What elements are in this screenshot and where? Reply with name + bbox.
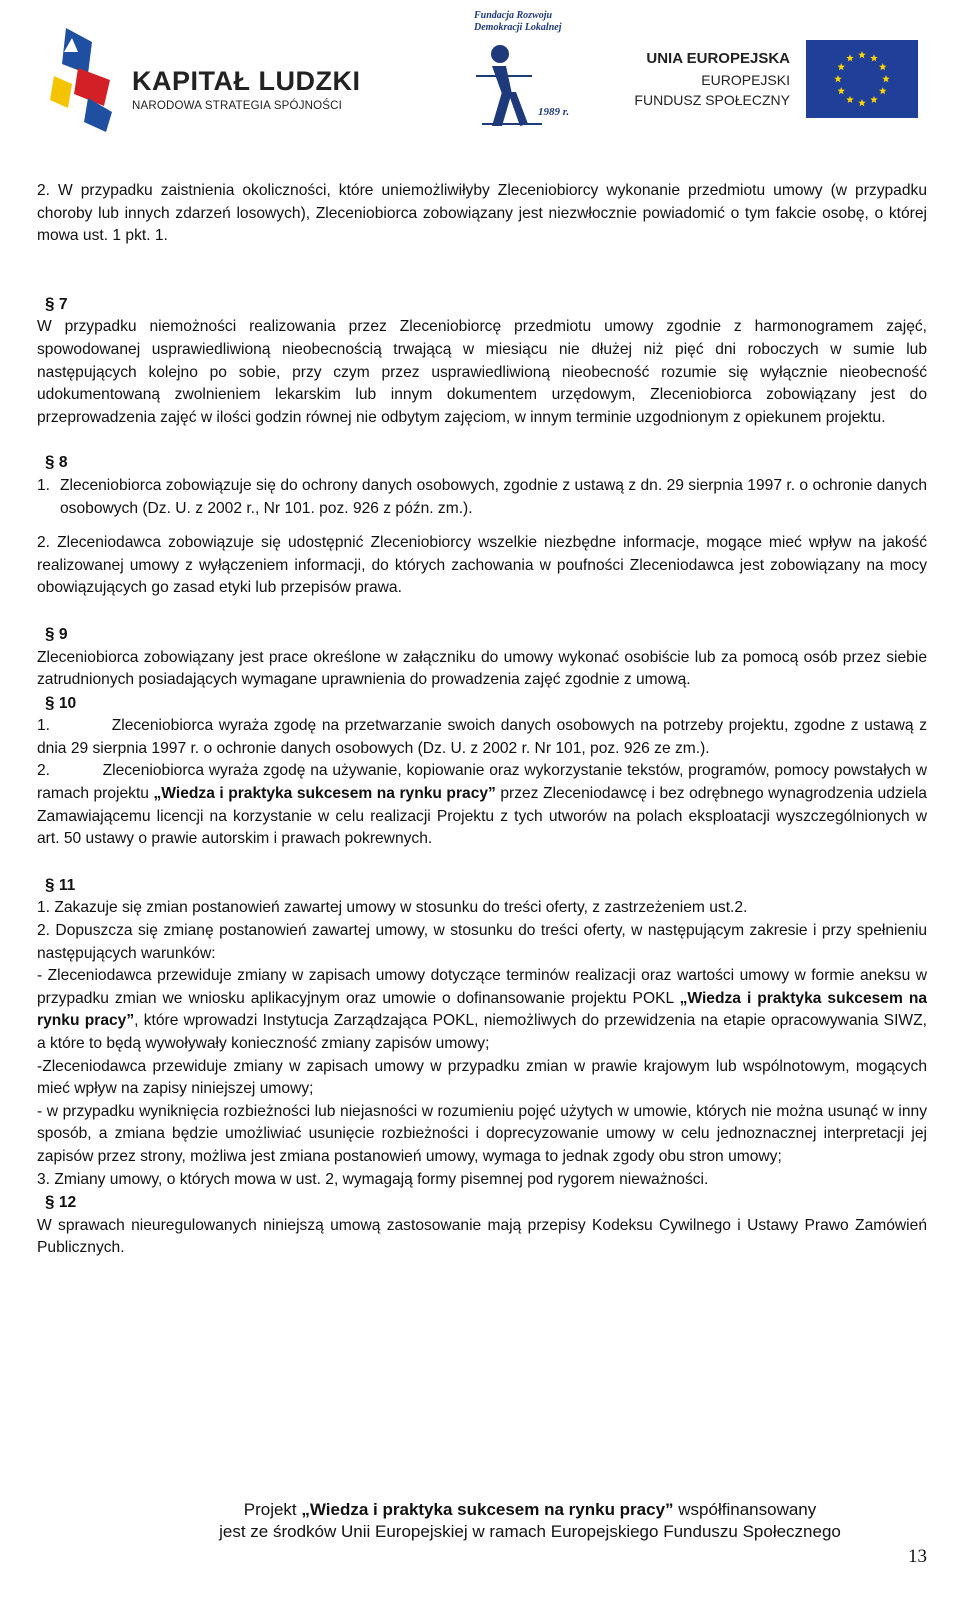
item-number: 1. <box>37 476 51 494</box>
section-heading-12 <box>37 1191 927 1215</box>
project-name: „Wiedza i praktyka sukcesem na rynku pracy” <box>153 785 496 803</box>
item-text: Zleceniobiorca wyraża zgodę na przetwarzanie swoich danych osobowych na potrzeby projektu, zgodne z ustawą z dnia 29 sierpnia 1997 r. o ochronie danych osobowych (Dz. U. z 2002 r. Nr 101, poz. 926 ze zm.). <box>37 717 927 757</box>
eu-line3: FUNDUSZ SPOŁECZNY <box>634 92 790 108</box>
fundacja-line1: Fundacja Rozwoju <box>474 10 553 21</box>
sec8-item-1 <box>37 475 927 520</box>
section-number: 11 <box>58 876 76 894</box>
paragraph-sign: § <box>45 874 55 894</box>
sec11-p5: - w przypadku wyniknięcia rozbieżności lub niejasności w rozumieniu pojęć użytych w umowie, których nie można usunąć w inny sposób, a zmiana będzie umożliwiać usunięcie rozbieżności i doprecyzowanie umowy w celu jednoznacznej interpretacji jej zapisów przez strony, możliwa jest zmiana postanowień umowy, wymaga to jednak zgody obu stron umowy; <box>37 1102 927 1165</box>
footer-project-name: „Wiedza i praktyka sukcesem na rynku pracy” <box>301 1500 674 1519</box>
item-text-cont: przez Zleceniodawcę i bez odrębnego wynagrodzenia udziela Zamawiającemu licencji na korzystanie w celu realizacji Projektu z tych utworów na polach eksploatacji wyszczególnionych w art. 50 ustawy o prawie autorskim i prawach pokrewnych. <box>37 785 927 848</box>
header-logos <box>0 0 960 140</box>
kapital-ludzki-subtitle: NARODOWA STRATEGIA SPÓJNOŚCI <box>132 100 343 112</box>
document-body <box>37 180 927 1260</box>
sec11-p4: -Zleceniodawca przewiduje zmiany w zapisach umowy w przypadku zmian w prawie krajowym lub wspólnotowym, mogących mieć wpływ na zapisy niniejszej umowy; <box>37 1057 927 1098</box>
sec10-item-2 <box>37 760 927 850</box>
fundacja-line2: Demokracji Lokalnej <box>474 22 562 33</box>
sec11-p2: 2. Dopuszcza się zmianę postanowień zawartej umowy, w stosunku do treści oferty, w następującym zakresie i przy spełnieniu następujących warunków: <box>37 922 927 962</box>
section-number: 12 <box>58 1194 77 1212</box>
item-text: Zleceniobiorca wyraża zgodę na używanie, kopiowanie oraz wykorzystanie tekstów, programów, pomocy powstałych w ramach projektu <box>37 762 927 803</box>
eu-line1: UNIA EUROPEJSKA <box>646 50 790 67</box>
page-number: 13 <box>908 1546 927 1567</box>
p3-text-cont: , które wprowadzi Instytucja Zarządzająca POKL, niemożliwych do przewidzenia na etapie opracowywania SIWZ, a które to będą wywoływały konieczność zmiany zapisów umowy; <box>37 1012 927 1052</box>
section-number: 7 <box>58 295 68 313</box>
footer-line-2: jest ze środków Unii Europejskiej w ramach Europejskiego Funduszu Społecznego <box>219 1522 841 1541</box>
eu-line2: EUROPEJSKI <box>701 72 790 88</box>
p3-text: - Zleceniodawca przewiduje zmiany w zapisach umowy dotyczące terminów realizacji oraz wartości umowy w formie aneksu w przypadku zmian we wniosku aplikacyjnym oraz umowie o dofinansowanie projektu POKL <box>37 967 927 1007</box>
page-footer <box>0 1499 960 1543</box>
fundacja-year: 1989 r. <box>538 106 570 118</box>
footer-text-cont: współfinansowany <box>678 1500 817 1519</box>
section-heading-11 <box>37 874 927 898</box>
section-number: 9 <box>58 625 68 643</box>
section-heading-8 <box>37 451 927 475</box>
item-number: 2. <box>37 762 51 780</box>
sec10-item-1 <box>37 715 927 760</box>
paragraph-sign: § <box>45 1192 55 1212</box>
sec11-p3 <box>37 965 927 1055</box>
paragraph-sign: § <box>45 452 55 472</box>
section-heading-7 <box>37 293 927 317</box>
item-text: Zleceniodawca zobowiązuje się udostępnić Zleceniobiorcy wszelkie niezbędne informacje, mogące mieć wpływ na jakość realizowanej umowy z wyłączeniem informacji, do których zachowania w poufności Zleceniodawca jest zobowiązany na mocy obowiązujących go zasad etyki lub przepisów prawa. <box>37 534 927 597</box>
section-heading-9 <box>37 623 927 647</box>
item-text: Zleceniobiorca zobowiązuje się do ochrony danych osobowych, zgodnie z ustawą z dn. 29 sierpnia 1997 r. o ochronie danych osobowych (Dz. U. z 2002 r., Nr 101. poz. 926 z późn. zm.). <box>60 476 927 517</box>
kapital-ludzki-title: KAPITAŁ LUDZKI <box>132 66 361 96</box>
sec11-p6: 3. Zmiany umowy, o których mowa w ust. 2, wymagają formy pisemnej pod rygorem nieważności. <box>37 1170 709 1188</box>
paragraph-sign: § <box>45 692 55 712</box>
paragraph-sign: § <box>45 293 55 313</box>
section-number: 10 <box>58 694 77 712</box>
fundacja-name <box>474 10 562 34</box>
kapital-ludzki-mark-icon <box>48 28 118 132</box>
sec12-text: W sprawach nieuregulowanych niniejszą umową zastosowanie mają przepisy Kodeksu Cywilnego i Ustawy Prawo Zamówień Publicznych. <box>37 1216 927 1257</box>
sec8-item-2 <box>37 532 927 600</box>
footer-text: Projekt <box>243 1500 297 1519</box>
paragraph-sign: § <box>45 623 55 643</box>
sec6-paragraph-2: 2. W przypadku zaistnienia okoliczności, które uniemożliwiłyby Zleceniobiorcy wykonanie przedmiotu umowy (w przypadku choroby lub innych zdarzeń losowych), Zleceniobiorca zobowiązany jest niezwłocznie powiadomić o tym fakcie osobę, o której mowa ust. 1 pkt. 1. <box>37 182 927 245</box>
section-heading-10 <box>37 692 927 716</box>
sec9-text: Zleceniobiorca zobowiązany jest prace określone w załączniku do umowy wykonać osobiście lub za pomocą osób przez siebie zatrudnionych posiadających wymagane uprawnienia do prowadzenia zajęć zgodnie z umową. <box>37 648 927 689</box>
item-number: 1. <box>37 717 51 735</box>
section-number: 8 <box>58 454 68 472</box>
item-number: 2. <box>37 534 51 552</box>
sec11-p1: 1. Zakazuje się zmian postanowień zawartej umowy w stosunku do treści oferty, z zastrzeżeniem ust.2. <box>37 899 748 917</box>
sec7-text: W przypadku niemożności realizowania przez Zleceniobiorcę przedmiotu umowy zgodnie z harmonogramem zajęć, spowodowanej usprawiedliwioną nieobecnością trwającą w miesiącu nie dłużej niż pięć dni roboczych w sumie lub następujących kolejno po sobie, przy czym przez usprawiedliwioną nieobecność rozumie się wyłącznie nieobecność udokumentowaną zwolnieniem lekarskim lub innym dokumentem urzędowym, Zleceniobiorca zobowiązany jest do przeprowadzenia zajęć w ilości godzin równej nie odbytym zajęciom, w innym terminie uzgodnionym z opiekunem projektu. <box>37 318 927 426</box>
kapital-ludzki-logo <box>48 28 368 134</box>
footer-line-1 <box>0 1499 960 1521</box>
unia-europejska-logo <box>628 28 918 123</box>
fundacja-logo <box>468 10 593 130</box>
project-name: „Wiedza i praktyka sukcesem na rynku pracy” <box>37 989 928 1030</box>
eu-flag-icon <box>806 40 918 118</box>
